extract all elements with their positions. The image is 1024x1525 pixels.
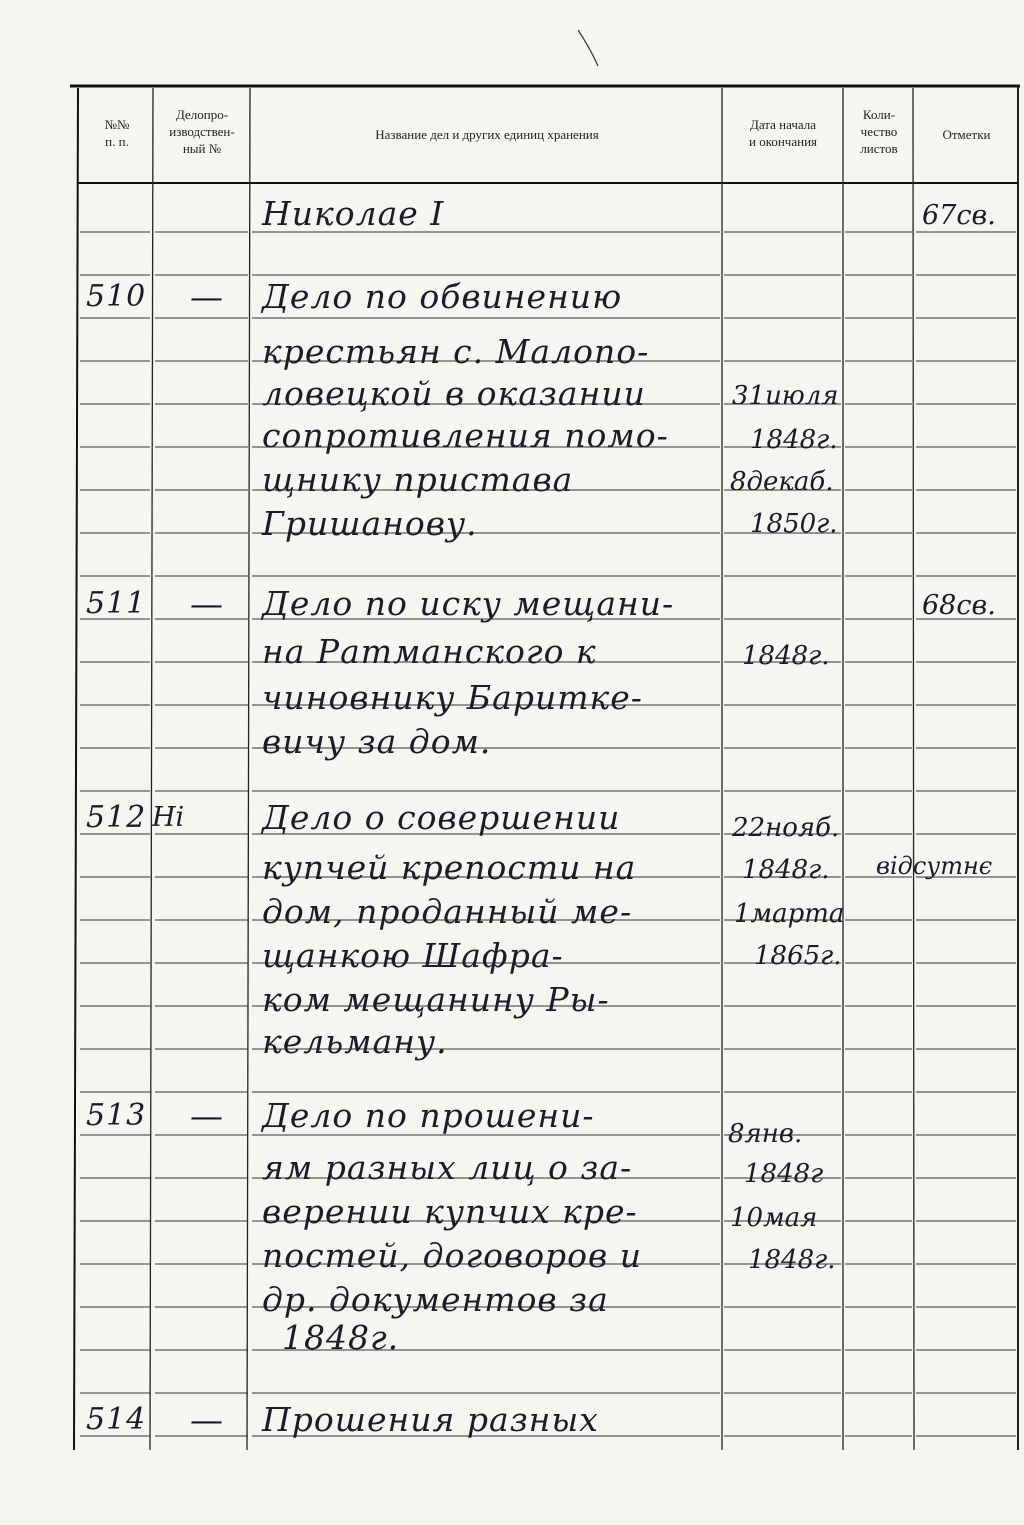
office-number: Ні xyxy=(152,802,185,833)
title-line: крестьян с. Малопо- xyxy=(262,332,650,371)
continued-title: Николае I xyxy=(262,194,445,233)
title-line: ям разных лиц о за- xyxy=(262,1148,633,1187)
title-line: 1848г. xyxy=(282,1318,400,1357)
date-value: 1848г. xyxy=(742,855,830,885)
title-line: Дело по иску мещани- xyxy=(262,584,675,623)
title-line: ловецкой в оказании xyxy=(262,374,646,413)
title-line: Дело о совершении xyxy=(262,798,621,837)
date-value: 1850г. xyxy=(750,509,838,539)
absent-note: відсутнє xyxy=(876,852,993,880)
title-line: др. документов за xyxy=(262,1280,609,1319)
date-value: 1848г. xyxy=(742,641,830,671)
header-sheet-count-column: Коли- чество листов xyxy=(860,107,898,156)
entry-number: 510 xyxy=(86,279,147,314)
date-value: 1865г. xyxy=(754,941,842,971)
entry-number: 511 xyxy=(86,586,147,621)
date-value: 8янв. xyxy=(728,1119,803,1149)
title-line: сопротивления помо- xyxy=(262,416,669,455)
header-dates-column: Дата начала и окончания xyxy=(748,117,818,149)
entry-number: 512 xyxy=(86,800,147,835)
header-title-column: Название дел и других единиц хранения xyxy=(375,127,599,142)
date-value: 31июля xyxy=(732,381,839,411)
header-office-number-column: Делопро- изводствен- ный № xyxy=(169,107,235,156)
office-number: — xyxy=(190,1400,224,1439)
title-line: купчей крепости на xyxy=(262,848,637,887)
title-line: Дело по обвинению xyxy=(262,277,623,316)
date-value: 22нояб. xyxy=(732,813,840,843)
title-line: вичу за дом. xyxy=(262,722,492,761)
title-line: ком мещанину Ры- xyxy=(262,980,610,1019)
title-line: щанкою Шафра- xyxy=(262,936,564,975)
title-line: кельману. xyxy=(262,1022,448,1061)
header-notes-column: Отметки xyxy=(942,127,991,142)
date-value: 1848г xyxy=(744,1159,824,1189)
date-value: 1848г. xyxy=(750,425,838,455)
date-value: 8декаб. xyxy=(730,467,834,497)
title-line: щнику пристава xyxy=(262,460,574,499)
note-value: 68св. xyxy=(922,590,996,621)
title-line: постей, договоров и xyxy=(262,1236,643,1275)
title-line: Прошения разных xyxy=(262,1400,599,1439)
entry-number: 513 xyxy=(86,1098,147,1133)
date-value: 10мая xyxy=(730,1203,818,1233)
title-line: на Ратманского к xyxy=(262,632,597,671)
header-number-column: №№ п. п. xyxy=(104,117,130,149)
date-value: 1848г. xyxy=(748,1245,836,1275)
entry-number: 514 xyxy=(86,1402,147,1437)
top-note: 67св. xyxy=(922,200,996,231)
office-number: — xyxy=(190,1096,224,1135)
title-line: Дело по прошени- xyxy=(262,1096,595,1135)
title-line: Гришанову. xyxy=(262,504,478,543)
title-line: дом, проданный ме- xyxy=(262,892,633,931)
office-number: — xyxy=(190,584,224,623)
office-number: — xyxy=(190,277,224,316)
title-line: верении купчих кре- xyxy=(262,1192,638,1231)
title-line: чиновнику Баритке- xyxy=(262,678,643,717)
date-value: 1марта xyxy=(734,899,845,929)
